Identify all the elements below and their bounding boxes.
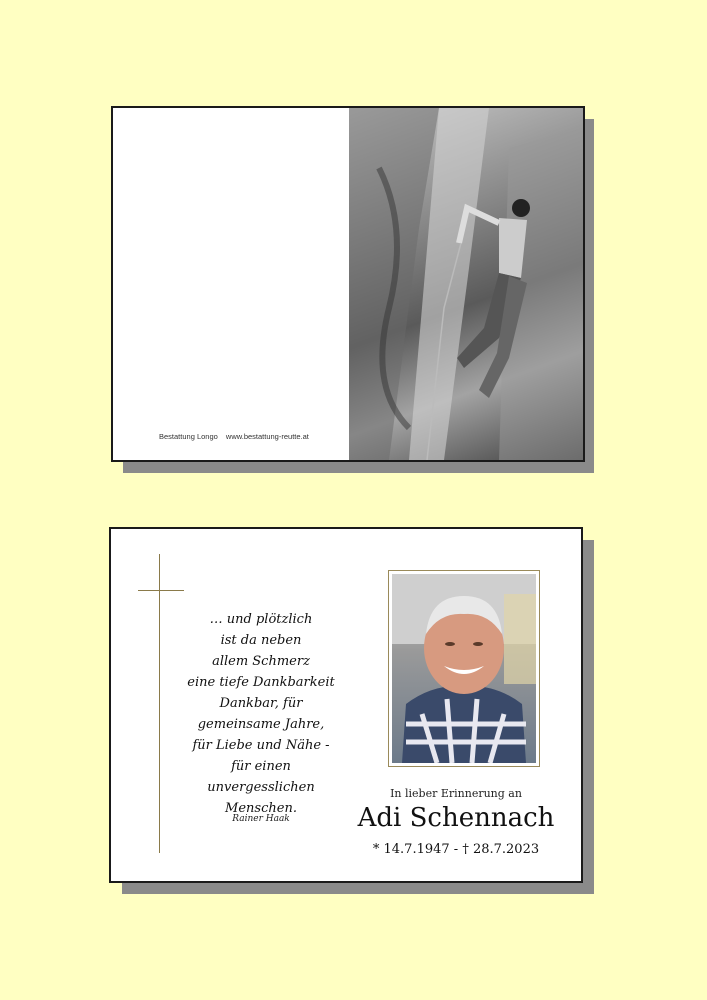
inner-card: [109, 527, 583, 883]
verse-line: für Liebe und Nähe -: [192, 738, 330, 753]
life-dates: * 14.7.1947 - † 28.7.2023: [372, 842, 540, 857]
cross-icon: [159, 554, 160, 853]
climber-photo: [349, 108, 585, 460]
verse: [181, 609, 341, 819]
verse-line: ist da neben: [220, 633, 302, 648]
verse-line: allem Schmerz: [212, 654, 310, 669]
imprint-company: Bestattung Longo: [159, 432, 218, 441]
verse-line: unvergesslichen: [207, 780, 315, 795]
verse-author: Rainer Haak: [232, 814, 290, 824]
verse-line: … und plötzlich: [209, 612, 313, 627]
memorial-text: In lieber Erinnerung an: [390, 787, 522, 800]
cross-bar: [138, 590, 184, 591]
portrait-frame: [388, 570, 540, 767]
front-card: [111, 106, 585, 462]
verse-line: Dankbar, für: [219, 696, 303, 711]
imprint-url: www.bestattung-reutte.at: [225, 432, 309, 441]
deceased-name: Adi Schennach: [357, 803, 555, 833]
verse-line: Menschen.: [225, 801, 297, 816]
imprint: [159, 432, 309, 441]
portrait-photo: [392, 574, 536, 763]
verse-line: eine tiefe Dankbarkeit: [187, 675, 335, 690]
verse-line: für einen: [231, 759, 291, 774]
verse-line: gemeinsame Jahre,: [197, 717, 325, 732]
